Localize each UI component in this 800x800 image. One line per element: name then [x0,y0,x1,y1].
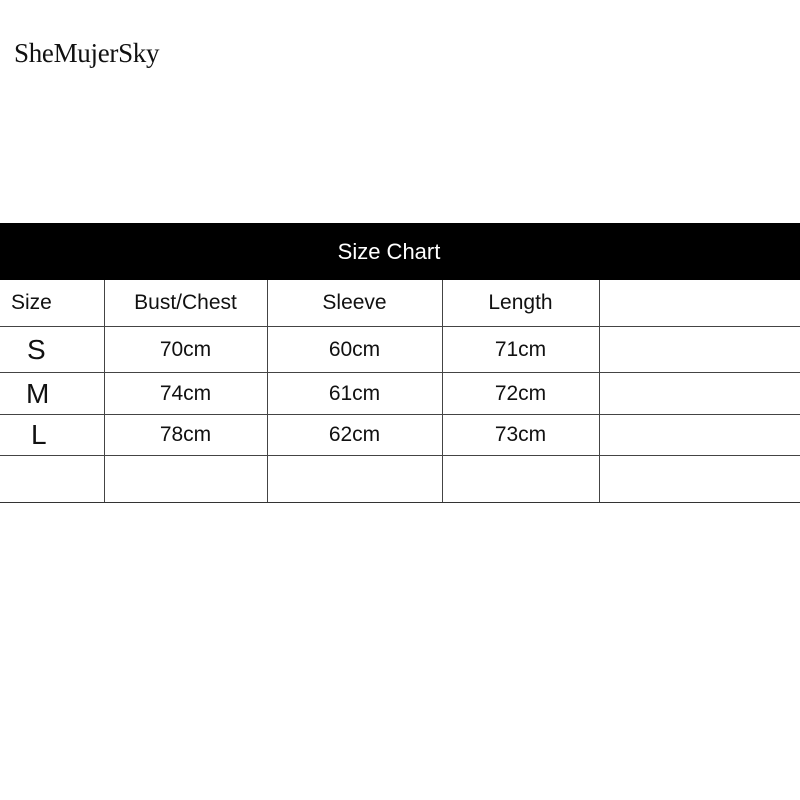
length-cell: 71cm [442,327,599,373]
size-cell: S [0,327,104,373]
length-cell: 72cm [442,373,599,415]
size-chart-table [0,280,800,503]
column-header-size: Size [0,280,104,327]
bust-cell: 74cm [104,373,267,415]
extra-cell [599,327,800,373]
bust-cell [104,456,267,503]
sleeve-cell: 60cm [267,327,442,373]
extra-cell [599,415,800,456]
column-header-length: Length [442,280,599,327]
size-cell [0,456,104,503]
size-cell: L [0,415,104,456]
brand-logo-text: SheMujerSky [14,38,160,68]
table-header-row [0,280,800,327]
extra-cell [599,373,800,415]
column-header-bust: Bust/Chest [104,280,267,327]
bust-cell: 78cm [104,415,267,456]
sleeve-cell: 62cm [267,415,442,456]
column-header-extra [599,280,800,327]
table-row [0,456,800,503]
sleeve-cell [267,456,442,503]
length-cell: 73cm [442,415,599,456]
size-chart-title: Size Chart [337,238,441,264]
bust-cell: 70cm [104,327,267,373]
size-chart-title-bar [0,223,800,280]
table-row [0,327,800,373]
sleeve-cell: 61cm [267,373,442,415]
extra-cell [599,456,800,503]
length-cell [442,456,599,503]
column-header-sleeve: Sleeve [267,280,442,327]
table-row [0,373,800,415]
table-row [0,415,800,456]
size-cell: M [0,373,104,415]
